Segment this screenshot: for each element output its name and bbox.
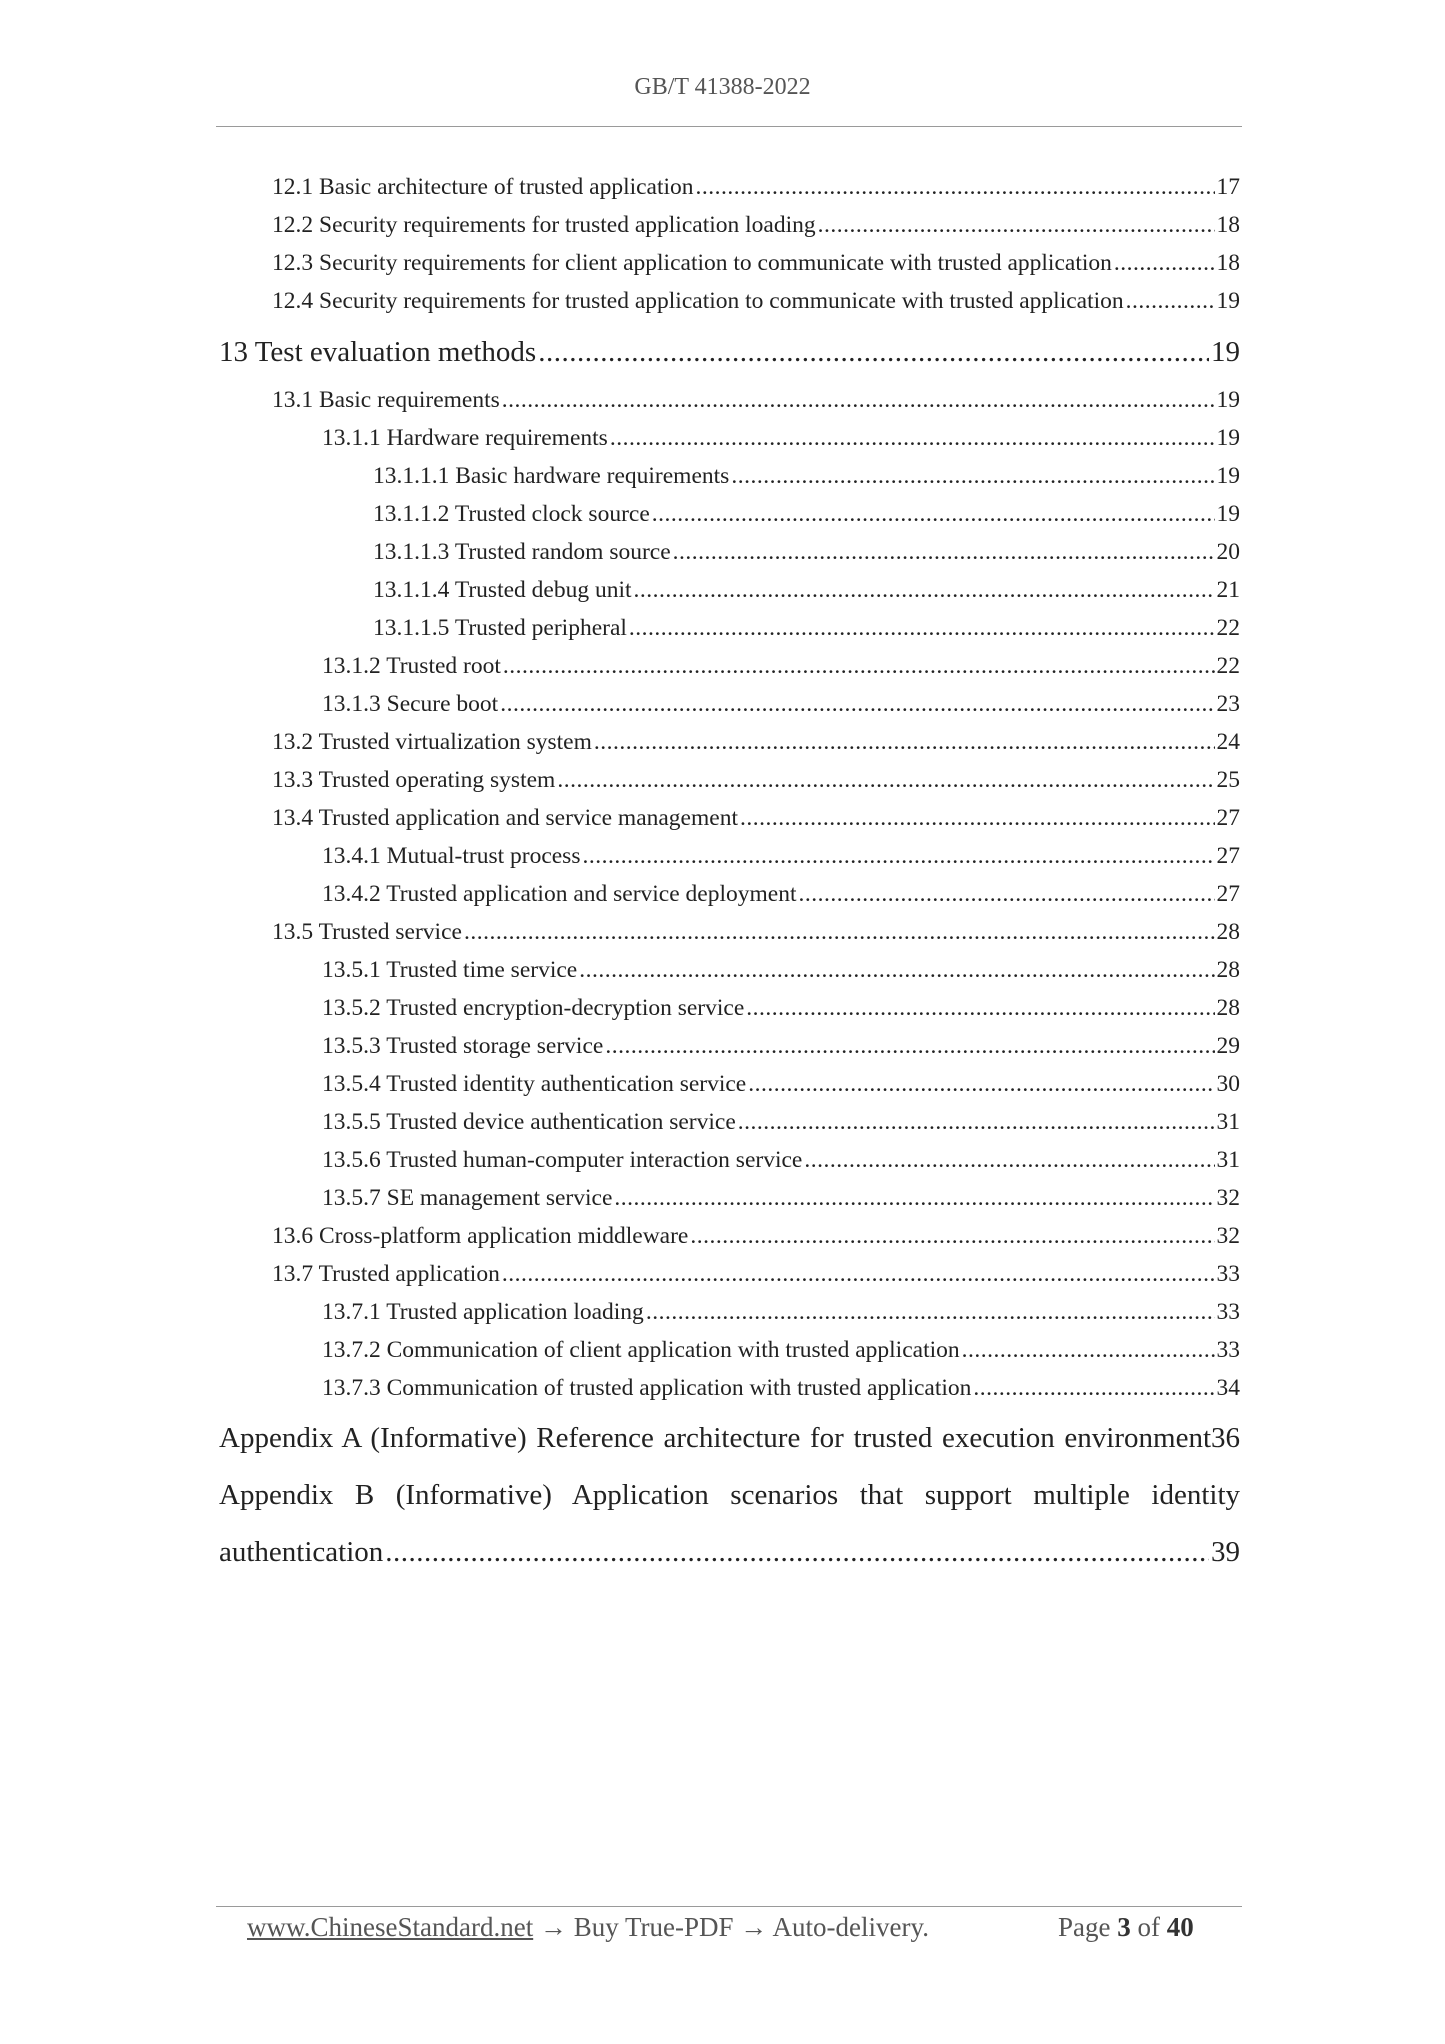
toc-entry-13-1-1-4[interactable]: 13.1.1.4 Trusted debug unit ..... 21 [373, 577, 1240, 604]
dot-leader [818, 212, 1215, 239]
toc-entry-13-4-1[interactable]: 13.4.1 Mutual-trust process ..... 27 [322, 843, 1240, 870]
dot-leader [746, 995, 1214, 1022]
toc-entry-13-5-2[interactable]: 13.5.2 Trusted encryption-decryption service ..... 28 [322, 995, 1240, 1022]
toc-entry-13-1-1-5[interactable]: 13.1.1.5 Trusted peripheral ..... 22 [373, 615, 1240, 642]
dot-leader [748, 1071, 1214, 1098]
dot-leader [538, 336, 1209, 369]
toc-entry-13-6[interactable]: 13.6 Cross-platform application middleware ..... 32 [272, 1223, 1240, 1250]
toc-entry-appendix-b-line2[interactable]: authentication ..... 39 [219, 1536, 1240, 1569]
dot-leader [614, 1185, 1214, 1212]
toc-entry-13-1-1[interactable]: 13.1.1 Hardware requirements ..... 19 [322, 425, 1240, 452]
page-indicator: Page 3 of 40 [1058, 1912, 1194, 1942]
dot-leader [690, 1223, 1214, 1250]
toc-entry-13-1-3[interactable]: 13.1.3 Secure boot ..... 23 [322, 691, 1240, 718]
dot-leader [605, 1033, 1214, 1060]
site-link[interactable]: www.ChineseStandard.net [247, 1912, 534, 1942]
dot-leader [1114, 250, 1215, 277]
arrow-right-icon: → [740, 1912, 768, 1942]
toc-entry-13-5-1[interactable]: 13.5.1 Trusted time service ..... 28 [322, 957, 1240, 984]
dot-leader [1126, 288, 1215, 315]
dot-leader [634, 577, 1215, 604]
toc-entry-13-1-1-3[interactable]: 13.1.1.3 Trusted random source ..... 20 [373, 539, 1240, 566]
arrow-right-icon: → [539, 1912, 567, 1942]
toc-entry-13-5-3[interactable]: 13.5.3 Trusted storage service ..... 29 [322, 1033, 1240, 1060]
toc-entry-13-5-7[interactable]: 13.5.7 SE management service ..... 32 [322, 1185, 1240, 1212]
dot-leader [610, 425, 1215, 452]
dot-leader [696, 174, 1215, 201]
toc-entry-13-1[interactable]: 13.1 Basic requirements ..... 19 [272, 387, 1240, 414]
dot-leader [973, 1375, 1214, 1402]
toc-entry-13-2[interactable]: 13.2 Trusted virtualization system ..... 24 [272, 729, 1240, 756]
dot-leader [629, 615, 1215, 642]
footer-divider [216, 1906, 1242, 1907]
dot-leader [804, 1147, 1214, 1174]
toc-entry-12-2[interactable]: 12.2 Security requirements for trusted application loading ..... 18 [272, 212, 1240, 239]
buy-pdf-text: Buy True-PDF [573, 1912, 734, 1942]
auto-delivery-text: Auto-delivery. [772, 1912, 929, 1942]
current-page-number: 3 [1117, 1912, 1131, 1942]
dot-leader [557, 767, 1214, 794]
toc-entry-13-5[interactable]: 13.5 Trusted service ..... 28 [272, 919, 1240, 946]
dot-leader [673, 539, 1215, 566]
total-page-number: 40 [1166, 1912, 1194, 1942]
toc-entry-13-1-2[interactable]: 13.1.2 Trusted root ..... 22 [322, 653, 1240, 680]
dot-leader [582, 843, 1214, 870]
toc-entry-13-5-4[interactable]: 13.5.4 Trusted identity authentication service ..... 30 [322, 1071, 1240, 1098]
dot-leader [503, 653, 1215, 680]
toc-entry-13-1-1-2[interactable]: 13.1.1.2 Trusted clock source ..... 19 [373, 501, 1240, 528]
toc-entry-appendix-b-line1[interactable]: Appendix B (Informative) Application scenarios that support multiple identity [219, 1479, 1240, 1511]
toc-entry-13-4[interactable]: 13.4 Trusted application and service management ..... 27 [272, 805, 1240, 832]
dot-leader [464, 919, 1215, 946]
toc-entry-13-7[interactable]: 13.7 Trusted application ..... 33 [272, 1261, 1240, 1288]
toc-entry-13-4-2[interactable]: 13.4.2 Trusted application and service deployment ..... 27 [322, 881, 1240, 908]
toc-entry-13-7-2[interactable]: 13.7.2 Communication of client application with trusted application ..... 33 [322, 1337, 1240, 1364]
toc-entry-13-7-1[interactable]: 13.7.1 Trusted application loading ..... 33 [322, 1299, 1240, 1326]
dot-leader [385, 1536, 1209, 1569]
dot-leader [731, 463, 1214, 490]
footer-promo [247, 1912, 929, 1943]
dot-leader [579, 957, 1214, 984]
dot-leader [502, 387, 1215, 414]
toc-entry-13-7-3[interactable]: 13.7.3 Communication of trusted application with trusted application ..... 34 [322, 1375, 1240, 1402]
toc-entry-12-1[interactable]: 12.1 Basic architecture of trusted application ..... 17 [272, 174, 1240, 201]
dot-leader [500, 691, 1214, 718]
toc-entry-13-1-1-1[interactable]: 13.1.1.1 Basic hardware requirements ..... 19 [373, 463, 1240, 490]
toc-entry-12-3[interactable]: 12.3 Security requirements for client application to communicate with trusted application ..... 18 [272, 250, 1240, 277]
dot-leader [799, 881, 1215, 908]
toc-entry-12-4[interactable]: 12.4 Security requirements for trusted application to communicate with trusted application ..... 19 [272, 288, 1240, 315]
toc-entry-13[interactable]: 13 Test evaluation methods ..... 19 [219, 336, 1240, 369]
dot-leader [740, 805, 1215, 832]
dot-leader [738, 1109, 1215, 1136]
toc-entry-appendix-a[interactable]: Appendix A (Informative) Reference architecture for trusted execution environment36 [219, 1422, 1240, 1454]
dot-leader [652, 501, 1215, 528]
dot-leader [502, 1261, 1215, 1288]
toc-entry-13-5-6[interactable]: 13.5.6 Trusted human-computer interaction service ..... 31 [322, 1147, 1240, 1174]
dot-leader [962, 1337, 1215, 1364]
toc-entry-13-3[interactable]: 13.3 Trusted operating system ..... 25 [272, 767, 1240, 794]
document-code-header: GB/T 41388-2022 [634, 74, 811, 100]
dot-leader [646, 1299, 1215, 1326]
dot-leader [594, 729, 1215, 756]
toc-entry-13-5-5[interactable]: 13.5.5 Trusted device authentication service ..... 31 [322, 1109, 1240, 1136]
